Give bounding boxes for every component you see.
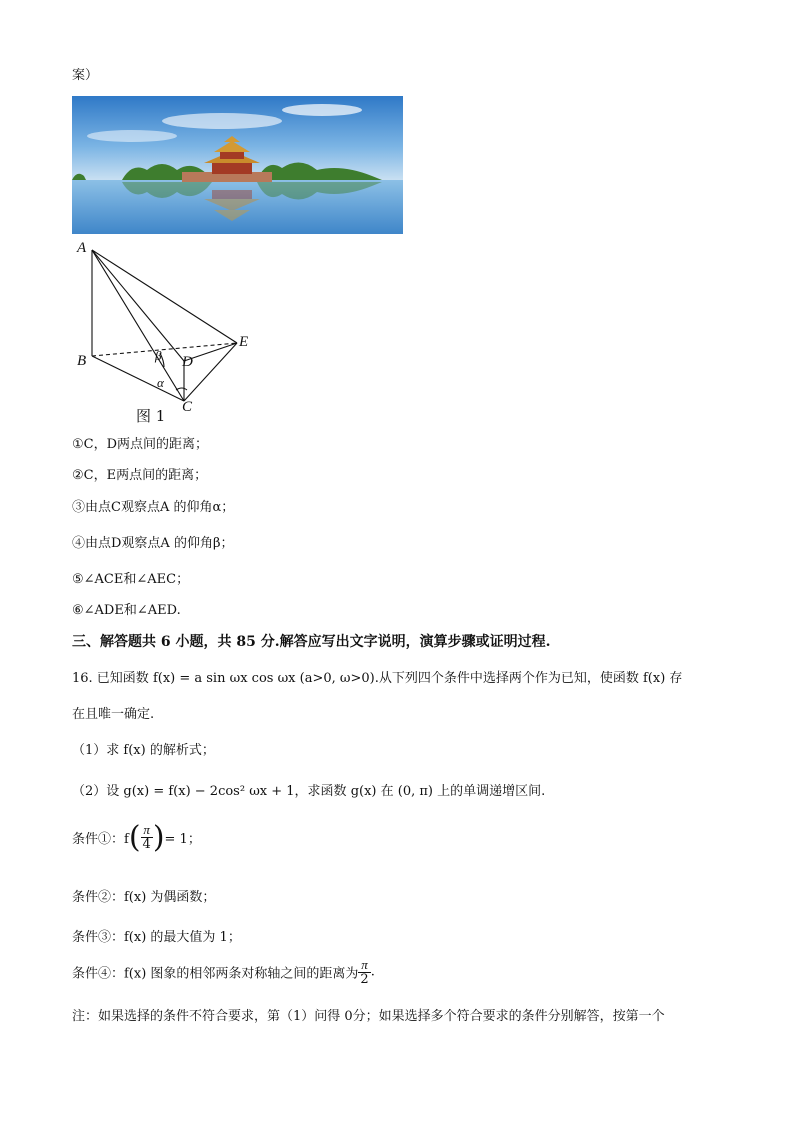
condition-4-prefix: 条件④：f(x) 图象的相邻两条对称轴之间的距离为 bbox=[72, 966, 359, 982]
section-heading: 三、解答题共 6 小题，共 85 分.解答应写出文字说明，演算步骤或证明过程. bbox=[72, 634, 551, 650]
pi-over-4-fraction bbox=[141, 823, 153, 851]
condition-1-suffix: = 1； bbox=[164, 832, 201, 847]
edge-AE bbox=[92, 250, 237, 343]
label-A: A bbox=[77, 240, 87, 256]
pi-over-2-fraction bbox=[358, 958, 370, 986]
label-D: D bbox=[182, 354, 193, 370]
corner-tower-photo bbox=[72, 96, 403, 234]
paren-open: ( bbox=[128, 820, 141, 855]
grading-note: 注：如果选择的条件不符合要求，第（1）问得 0分；如果选择多个符合要求的条件分别解答，按第一个 bbox=[72, 1009, 665, 1024]
condition-4-suffix: . bbox=[370, 964, 375, 980]
figure-caption: 图 1 bbox=[136, 407, 166, 425]
measurement-5: ⑤∠ACE和∠AEC； bbox=[72, 572, 190, 587]
q16-stem-line1: 16. 已知函数 f(x) = a sin ωx cos ωx (a>0, ω>0).从下列四个条件中选择两个作为已知，使函数 f(x) 存 bbox=[72, 671, 683, 686]
label-alpha: α bbox=[157, 375, 164, 390]
measurement-6: ⑥∠ADE和∠AED. bbox=[72, 603, 181, 618]
condition-4 bbox=[72, 958, 375, 986]
paren-close: ) bbox=[152, 820, 165, 855]
fraction-numerator: π bbox=[358, 958, 370, 973]
q16-stem-line2: 在且唯一确定. bbox=[72, 707, 155, 722]
measurement-1: ①C，D两点间的距离； bbox=[72, 437, 209, 452]
condition-3: 条件③：f(x) 的最大值为 1； bbox=[72, 930, 241, 945]
top-fragment: 案） bbox=[72, 68, 99, 83]
label-C: C bbox=[182, 399, 193, 415]
measurement-4: ④由点D观察点A 的仰角β； bbox=[72, 536, 234, 551]
condition-1-prefix: 条件①：f bbox=[72, 832, 129, 847]
condition-2: 条件②：f(x) 为偶函数； bbox=[72, 890, 216, 905]
tetrahedron-figure bbox=[72, 240, 262, 425]
q16-part2: （2）设 g(x) = f(x) − 2cos² ωx + 1，求函数 g(x) 在 (0, π) 上的单调递增区间. bbox=[72, 784, 546, 799]
edge-AD bbox=[92, 250, 184, 361]
measurement-2: ②C，E两点间的距离； bbox=[72, 468, 208, 483]
fraction-denominator: 2 bbox=[360, 971, 369, 987]
measurement-3: ③由点C观察点A 的仰角α； bbox=[72, 500, 235, 515]
label-E: E bbox=[239, 334, 249, 350]
fraction-numerator: π bbox=[141, 823, 153, 838]
q16-part1: （1）求 f(x) 的解析式； bbox=[72, 743, 215, 758]
label-beta: β bbox=[155, 348, 162, 363]
fraction-denominator: 4 bbox=[142, 837, 151, 852]
condition-1 bbox=[72, 820, 201, 855]
label-B: B bbox=[77, 353, 87, 369]
edge-BE-hidden bbox=[92, 343, 237, 356]
